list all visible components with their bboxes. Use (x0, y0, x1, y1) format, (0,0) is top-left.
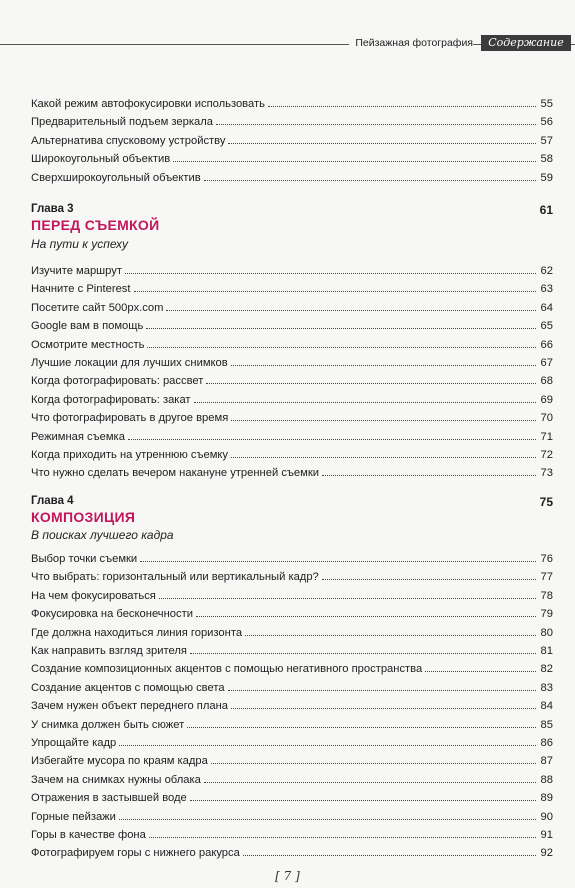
toc-entry-title: Избегайте мусора по краям кадра (31, 755, 208, 768)
dot-leader (231, 407, 536, 421)
chapter-4-subtitle: В поисках лучшего кадра (31, 528, 174, 542)
toc-entry-title: Зачем нужен объект переднего плана (31, 700, 228, 713)
toc-entry (31, 278, 553, 296)
toc-entry-page: 66 (540, 338, 553, 351)
toc-entry-page: 69 (540, 393, 553, 406)
chapter-3-page: 61 (539, 203, 553, 217)
toc-entry-title: Осмотрите местность (31, 338, 145, 351)
toc-entry-page: 62 (540, 265, 553, 277)
toc-entry (31, 548, 553, 566)
toc-entry-title: Режимная съемка (31, 430, 125, 443)
toc-entry (31, 352, 553, 370)
dot-leader (204, 167, 536, 181)
toc-entry (31, 787, 553, 805)
toc-entry (31, 260, 553, 278)
toc-entry-title: Какой режим автофокусировки использовать (31, 98, 265, 110)
chapter-3-label: Глава 3 (31, 203, 74, 215)
toc-entry-page: 80 (540, 626, 553, 639)
toc-entry-title: Альтернатива спусковому устройству (31, 134, 226, 147)
toc-entry (31, 93, 553, 111)
toc-entry-title: Горные пейзажи (31, 810, 116, 823)
toc-entry-title: Лучшие локации для лучших снимков (31, 357, 228, 369)
toc-entry-title: Начните с Pinterest (31, 283, 131, 296)
dot-leader (322, 462, 536, 476)
dot-leader (245, 622, 536, 636)
toc-entry-page: 83 (540, 681, 553, 694)
toc-entry (31, 315, 553, 333)
dot-leader (206, 370, 536, 384)
toc-entry (31, 677, 553, 695)
toc-entry-page: 90 (540, 810, 553, 823)
toc-entry-page: 92 (540, 847, 553, 860)
toc-entry-page: 68 (540, 375, 553, 388)
toc-entry (31, 462, 553, 480)
toc-entry-page: 71 (540, 430, 553, 443)
dot-leader (425, 658, 536, 672)
dot-leader (194, 389, 536, 403)
dot-leader (159, 585, 536, 599)
chapter-3-heading (31, 203, 553, 215)
toc-entry-title: Когда фотографировать: рассвет (31, 375, 204, 388)
toc-entry-title: Что выбрать: горизонтальный или вертикальный кадр? (31, 571, 319, 584)
toc-entry-page: 78 (540, 589, 553, 602)
toc-entry-title: У снимка должен быть сюжет (31, 718, 185, 731)
toc-entry-page: 63 (540, 283, 553, 296)
toc-entry-title: Что нужно сделать вечером накануне утренней съемки (31, 467, 319, 480)
toc-entry (31, 714, 553, 732)
toc-entry-title: Когда фотографировать: закат (31, 393, 191, 406)
dot-leader (228, 130, 536, 144)
toc-entry-page: 58 (540, 153, 553, 166)
toc-entry (31, 148, 553, 166)
chapter-4-page: 75 (539, 495, 553, 509)
toc-entry (31, 640, 553, 658)
toc-entry (31, 585, 553, 603)
toc-entry (31, 130, 553, 148)
toc-entry (31, 426, 553, 444)
toc-entry-title: Где должна находиться линия горизонта (31, 626, 243, 639)
toc-entry-title: Фотографируем горы с нижнего ракурса (31, 847, 240, 860)
dot-leader (128, 426, 536, 440)
chapter-3-title: ПЕРЕД СЪЕМКОЙ (31, 217, 160, 233)
toc-entry-page: 73 (540, 467, 553, 480)
dot-leader (204, 769, 536, 783)
dot-leader (134, 278, 537, 292)
running-header (0, 35, 575, 53)
toc-entry-title: На чем фокусироваться (31, 589, 156, 602)
dot-leader (216, 111, 536, 125)
toc-entry (31, 806, 553, 824)
toc-entry (31, 297, 553, 315)
toc-entry-page: 91 (540, 829, 553, 841)
chapter-3-subtitle: На пути к успеху (31, 237, 129, 251)
dot-leader (187, 714, 536, 728)
toc-entry (31, 566, 553, 584)
dot-leader (166, 297, 536, 311)
toc-entry-page: 77 (540, 571, 553, 584)
toc-entry-title: Выбор точки съемки (31, 553, 138, 565)
toc-entry-title: Изучите маршрут (31, 265, 122, 277)
toc-entry (31, 842, 553, 860)
toc-entry-page: 89 (540, 792, 553, 805)
toc-entry (31, 750, 553, 768)
dot-leader (228, 677, 536, 691)
toc-entry-page: 59 (540, 171, 553, 184)
toc-entry-page: 65 (540, 320, 553, 333)
toc-entry-page: 67 (540, 357, 553, 369)
toc-entry (31, 407, 553, 425)
toc-entry-title: Google вам в помощь (31, 320, 144, 333)
toc-entry-title: Фокусировка на бесконечности (31, 608, 193, 621)
dot-leader (231, 444, 536, 458)
toc-entry-title: Зачем на снимках нужны облака (31, 773, 201, 786)
toc-entry-title: Создание акцентов с помощью света (31, 681, 225, 694)
toc-entry (31, 695, 553, 713)
dot-leader (231, 695, 536, 709)
dot-leader (173, 148, 536, 162)
toc-entry-title: Как направить взгляд зрителя (31, 645, 187, 657)
dot-leader (231, 352, 536, 366)
toc-entry-page: 72 (540, 449, 553, 461)
dot-leader (147, 334, 536, 348)
toc-entry (31, 824, 553, 842)
toc-entry (31, 769, 553, 787)
dot-leader (119, 732, 536, 746)
toc-entry (31, 167, 553, 185)
toc-entry-page: 70 (540, 412, 553, 425)
dot-leader (211, 750, 536, 764)
toc-entry-title: Сверхширокоугольный объектив (31, 171, 201, 184)
toc-entry-title: Когда приходить на утреннюю съемку (31, 449, 229, 461)
toc-entry-title: Что фотографировать в другое время (31, 412, 229, 425)
page-number: [ 7 ] (275, 869, 300, 883)
toc-entry-page: 57 (540, 134, 553, 147)
toc-entry (31, 732, 553, 750)
book-title: Пейзажная фотография (349, 37, 473, 49)
toc-entry (31, 622, 553, 640)
toc-entry-page: 64 (540, 301, 553, 314)
toc-entry-page: 56 (540, 116, 553, 129)
toc-entry-page: 55 (540, 98, 553, 110)
dot-leader (140, 548, 536, 562)
dot-leader (322, 566, 536, 580)
dot-leader (149, 824, 536, 838)
toc-entry-page: 85 (540, 718, 553, 731)
section-badge: Содержание (481, 35, 571, 51)
toc-entry-page: 88 (540, 773, 553, 786)
toc-entry-title: Горы в качестве фона (31, 829, 146, 841)
toc-entry-page: 82 (540, 663, 553, 676)
toc-entry (31, 111, 553, 129)
toc-entry-title: Предварительный подъем зеркала (31, 116, 213, 129)
toc-entry (31, 603, 553, 621)
toc-entry-title: Упрощайте кадр (31, 737, 117, 749)
toc-entry-page: 86 (540, 737, 553, 749)
dot-leader (190, 787, 536, 801)
toc-entry (31, 658, 553, 676)
chapter-4-heading (31, 495, 553, 507)
chapter-4-title: КОМПОЗИЦИЯ (31, 509, 136, 525)
toc-entry-page: 84 (540, 700, 553, 713)
dot-leader (119, 806, 536, 820)
toc-entry-page: 81 (540, 645, 553, 657)
toc-entry (31, 334, 553, 352)
toc-entry-title: Посетите сайт 500px.com (31, 301, 164, 314)
toc-entry-title: Создание композиционных акцентов с помощью негативного пространства (31, 663, 423, 676)
toc-entry-title: Широкоугольный объектив (31, 153, 171, 166)
toc-entry (31, 444, 553, 462)
dot-leader (243, 842, 536, 856)
dot-leader (125, 260, 536, 274)
toc-entry-page: 76 (540, 553, 553, 565)
toc-entry-page: 79 (540, 608, 553, 621)
toc-entry-title: Отражения в застывшей воде (31, 792, 187, 805)
chapter-4-label: Глава 4 (31, 495, 74, 507)
toc-entry-page: 87 (540, 755, 553, 768)
dot-leader (196, 603, 536, 617)
toc-entry (31, 389, 553, 407)
dot-leader (146, 315, 536, 329)
dot-leader (190, 640, 536, 654)
toc-entry (31, 370, 553, 388)
dot-leader (268, 93, 536, 107)
